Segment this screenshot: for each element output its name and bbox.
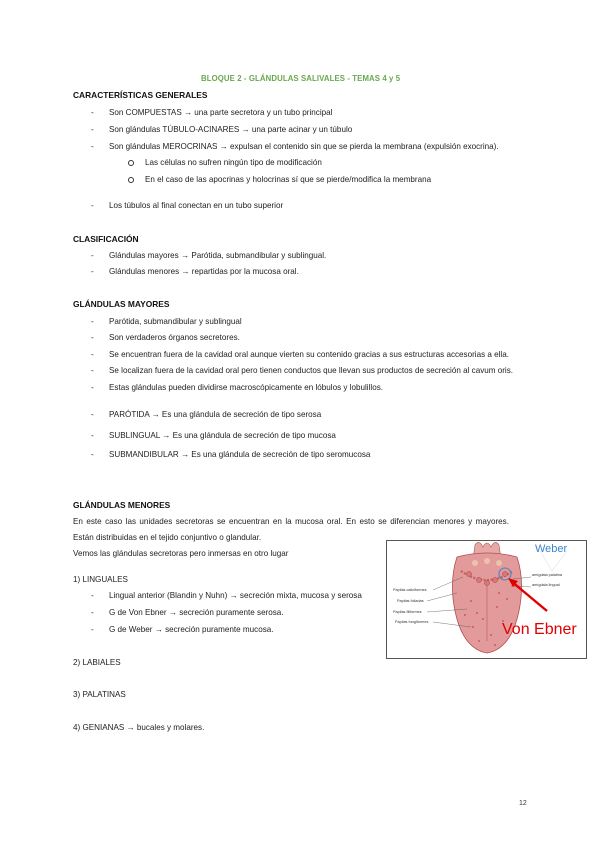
dash-marker: - xyxy=(91,267,94,276)
dash-marker: - xyxy=(91,108,94,117)
list-item: G de Weber → secreción puramente mucosa. xyxy=(109,625,274,634)
list-item: G de Von Ebner → secreción puramente serosa. xyxy=(109,608,284,617)
heading-caracteristicas: CARACTERÍSTICAS GENERALES xyxy=(73,90,208,100)
list-item: SUBLINGUAL → Es una glándula de secreción de tipo mucosa xyxy=(109,431,336,440)
list-item: Son verdaderos órganos secretores. xyxy=(109,333,240,342)
dash-marker: - xyxy=(91,317,94,326)
paragraph: Están distribuidas en el tejido conjuntivo o glandular. xyxy=(73,533,262,542)
tongue-figure xyxy=(386,540,587,659)
list-item: SUBMANDIBULAR → Es una glándula de secreción de tipo seromucosa xyxy=(109,450,371,459)
page-title: BLOQUE 2 - GLÁNDULAS SALIVALES - TEMAS 4 y 5 xyxy=(201,74,401,83)
label-small: Papilas caliciformes xyxy=(393,588,427,592)
list-item: Se localizan fuera de la cavidad oral pero tienen conductos que llevan sus productos de secreción al cavum oris. xyxy=(109,366,514,375)
label-small: Papilas foliadas xyxy=(397,599,424,603)
subheading-labiales: 2) LABIALES xyxy=(73,658,121,667)
list-item: Parótida, submandibular y sublingual xyxy=(109,317,242,326)
dash-marker: - xyxy=(91,125,94,134)
label-small: Papilas filiformes xyxy=(393,610,422,614)
list-item: PARÓTIDA → Es una glándula de secreción de tipo serosa xyxy=(109,410,322,419)
list-item: Glándulas mayores → Parótida, submandibular y sublingual. xyxy=(109,251,327,260)
heading-clasificacion: CLASIFICACIÓN xyxy=(73,234,139,244)
list-item: Son glándulas TÚBULO-ACINARES → una parte acinar y un túbulo xyxy=(109,125,353,134)
label-weber: Weber xyxy=(535,543,568,555)
dash-marker: - xyxy=(91,142,94,151)
dash-marker: - xyxy=(91,431,94,440)
sub-list-item: En el caso de las apocrinas y holocrinas sí que se pierde/modifica la membrana xyxy=(145,175,432,184)
subheading-genianas: 4) GENIANAS → bucales y molares. xyxy=(73,723,205,732)
list-item: Son COMPUESTAS → una parte secretora y un tubo principal xyxy=(109,108,333,117)
circle-bullet xyxy=(128,177,134,183)
page-number: 12 xyxy=(519,800,527,807)
dash-marker: - xyxy=(91,591,94,600)
dash-marker: - xyxy=(91,350,94,359)
list-item: Son glándulas MEROCRINAS → expulsan el contenido sin que se pierda la membrana (expulsión exocrina). xyxy=(109,142,499,151)
sub-list-item: Las células no sufren ningún tipo de modificación xyxy=(145,158,322,167)
label-small: amígdala lingual xyxy=(532,583,560,587)
dash-marker: - xyxy=(91,333,94,342)
circle-bullet xyxy=(128,160,134,166)
list-item: Estas glándulas pueden dividirse macroscópicamente en lóbulos y lobulillos. xyxy=(109,383,383,392)
dash-marker: - xyxy=(91,410,94,419)
dash-marker: - xyxy=(91,366,94,375)
label-von-ebner: Von Ebner xyxy=(502,621,577,638)
dash-marker: - xyxy=(91,608,94,617)
dash-marker: - xyxy=(91,251,94,260)
heading-glandulas-menores: GLÁNDULAS MENORES xyxy=(73,500,171,510)
list-item: Glándulas menores → repartidas por la mucosa oral. xyxy=(109,267,299,276)
subheading-linguales: 1) LINGUALES xyxy=(73,575,128,584)
paragraph: Vemos las glándulas secretoras pero inmersas en otro lugar xyxy=(73,549,289,558)
heading-glandulas-mayores: GLÁNDULAS MAYORES xyxy=(73,299,170,309)
dash-marker: - xyxy=(91,450,94,459)
list-item: Lingual anterior (Blandin y Nuhn) → secreción mixta, mucosa y serosa xyxy=(109,591,362,600)
subheading-palatinas: 3) PALATINAS xyxy=(73,690,126,699)
dash-marker: - xyxy=(91,383,94,392)
label-small: amígdala palatina xyxy=(532,573,562,577)
paragraph: En este caso las unidades secretoras se encuentran en la mucosa oral. En esto se diferencian menores y mayores. xyxy=(73,517,509,526)
label-small: Papilas fungiformes xyxy=(395,620,429,624)
list-item: Los túbulos al final conectan en un tubo superior xyxy=(109,201,284,210)
list-item: Se encuentran fuera de la cavidad oral aunque vierten su contenido gracias a sus estructuras accesorias a ella. xyxy=(109,350,509,359)
dash-marker: - xyxy=(91,201,94,210)
dash-marker: - xyxy=(91,625,94,634)
